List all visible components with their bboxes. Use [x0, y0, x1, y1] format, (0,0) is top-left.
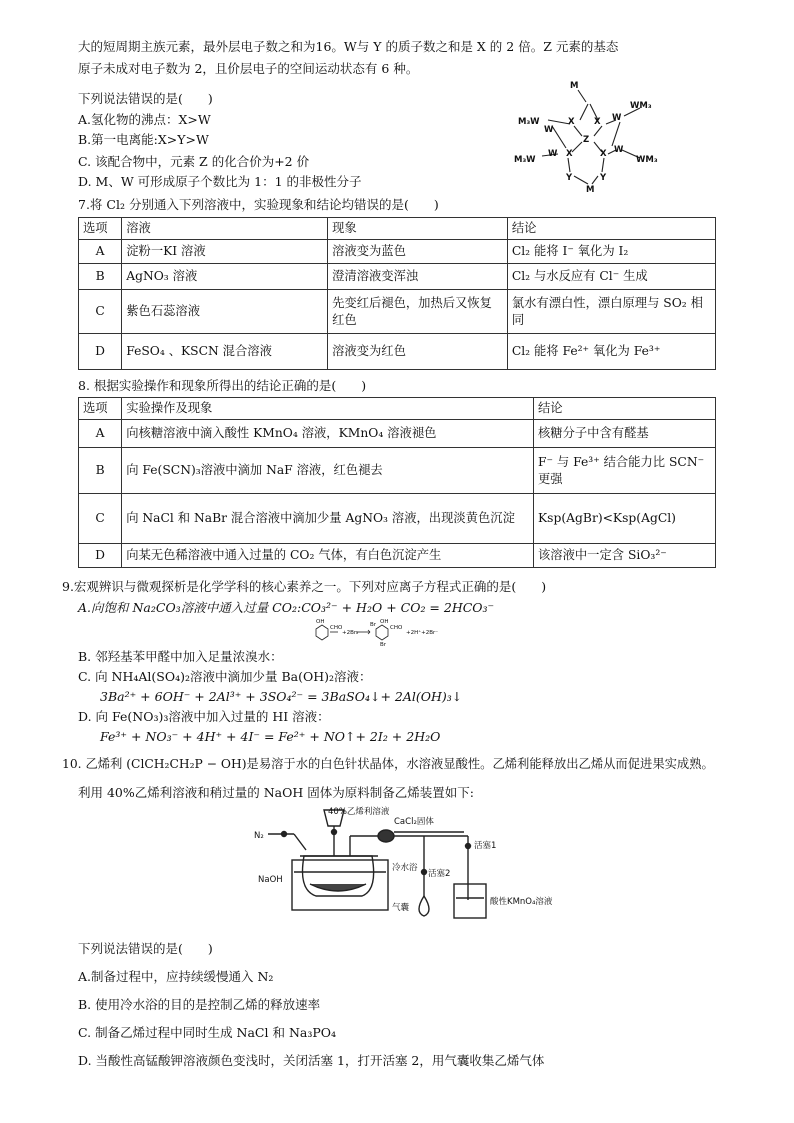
q8-row-d-option: D — [79, 544, 122, 568]
q9-option-d-equation: Fe³⁺ + NO₃⁻ + 4H⁺ + 4I⁻ = Fe²⁺ + NO↑+ 2I₂ + 2H₂O — [100, 729, 441, 744]
eq-label-products: +2H⁺+2Br⁻ — [406, 630, 439, 636]
q7-row-a-option: A — [79, 240, 122, 264]
table-row — [79, 494, 716, 544]
q7-row-b-conclusion: Cl₂ 与水反应有 Cl⁻ 生成 — [507, 264, 715, 290]
q10-option-a: A.制备过程中，应持续缓慢通入 N₂ — [78, 969, 274, 984]
q9-stem: 9.宏观辨识与微观探析是化学学科的核心素养之一。下列对应离子方程式正确的是( ) — [62, 579, 547, 594]
q10-question: 下列说法错误的是( ) — [78, 941, 213, 956]
q9-reaction-equation — [302, 617, 472, 647]
intro-line-1: 大的短周期主族元素，最外层电子数之和为16。W与 Y 的质子数之和是 X 的 2 倍。Z 元素的基态 — [78, 39, 619, 54]
apparatus-label-n2: N₂ — [254, 831, 264, 841]
struct-label-m-top: M — [570, 81, 579, 91]
q7-header-row — [79, 218, 716, 240]
struct-label-x-lower-left: X — [566, 149, 573, 159]
struct-label-y-left: Y — [566, 173, 573, 183]
eq-label-cho-1: CHO — [330, 625, 343, 631]
eq-label-oh-2: OH — [380, 619, 389, 625]
q6-option-c: C. 该配合物中，元素 Z 的化合价为+2 价 — [78, 154, 310, 169]
q8-row-b-option: B — [79, 448, 122, 494]
struct-label-z-center: Z — [583, 135, 590, 145]
struct-label-m-bottom: M — [586, 185, 595, 194]
struct-label-wm3-right: WM₃ — [630, 101, 652, 111]
table-row — [79, 544, 716, 568]
q9-option-c-equation: 3Ba²⁺ + 6OH⁻ + 2Al³⁺ + 3SO₄²⁻ = 3BaSO₄↓+ 2Al(OH)₃↓ — [100, 689, 463, 704]
q8-row-c-operation: 向 NaCl 和 NaBr 混合溶液中滴加少量 AgNO₃ 溶液，出现淡黄色沉淀 — [122, 494, 534, 544]
struct-label-x-upper-left: X — [568, 117, 575, 127]
q9-option-d-line1: D. 向 Fe(NO₃)₃溶液中加入过量的 HI 溶液： — [78, 709, 330, 724]
q7-row-c-conclusion: 氯水有漂白性，漂白原理与 SO₂ 相同 — [507, 290, 715, 334]
q7-row-b-option: B — [79, 264, 122, 290]
q9-option-c-line1: C. 向 NH₄Al(SO₄)₂溶液中滴加少量 Ba(OH)₂溶液： — [78, 669, 372, 684]
q10-option-c: C. 制备乙烯过程中同时生成 NaCl 和 Na₃PO₄ — [78, 1025, 337, 1040]
q10-option-d: D. 当酸性高锰酸钾溶液颜色变浅时，关闭活塞 1，打开活塞 2，用气囊收集乙烯气体 — [78, 1053, 545, 1068]
q7-row-b-phenomenon: 澄清溶液变浑浊 — [328, 264, 508, 290]
q8-row-d-conclusion: 该溶液中一定含 SiO₃²⁻ — [533, 544, 715, 568]
q7-row-c-phenomenon: 先变红后褪色，加热后又恢复红色 — [328, 290, 508, 334]
table-row — [79, 240, 716, 264]
apparatus-label-naoh: NaOH — [258, 875, 283, 885]
q8-header-row — [79, 398, 716, 420]
eq-label-br-1: Br — [370, 622, 377, 628]
q9-option-b: B. 邻羟基苯甲醛中加入足量浓溴水： — [78, 649, 283, 664]
q7-header-phenomenon: 现象 — [328, 218, 508, 240]
q7-header-option: 选项 — [79, 218, 122, 240]
table-row — [79, 448, 716, 494]
q10-stem-line2: 利用 40%乙烯利溶液和稍过量的 NaOH 固体为原料制备乙烯装置如下: — [78, 785, 474, 800]
q8-row-a-operation: 向核糖溶液中滴入酸性 KMnO₄ 溶液，KMnO₄ 溶液褪色 — [122, 420, 534, 448]
struct-label-x-lower-right: X — [600, 149, 607, 159]
struct-label-m3w-left: M₃W — [518, 117, 540, 127]
q7-row-c-solution: 紫色石蕊溶液 — [122, 290, 328, 334]
q7-header-solution: 溶液 — [122, 218, 328, 240]
eq-label-cho-2: CHO — [390, 625, 403, 631]
q10-option-b: B. 使用冷水浴的目的是控制乙烯的释放速率 — [78, 997, 321, 1012]
struct-label-w-lower-right: W — [614, 145, 624, 155]
q9-option-a: A.向饱和 Na₂CO₃溶液中通入过量 CO₂:CO₃²⁻ + H₂O + CO₂ = 2HCO₃⁻ — [78, 600, 495, 615]
ethylene-apparatus-diagram — [254, 800, 554, 928]
q7-row-d-option: D — [79, 334, 122, 370]
q7-row-a-phenomenon: 溶液变为蓝色 — [328, 240, 508, 264]
apparatus-label-cold-bath: 冷水浴 — [392, 863, 418, 873]
apparatus-label-valve2: 活塞2 — [428, 869, 451, 879]
q7-header-conclusion: 结论 — [507, 218, 715, 240]
struct-label-x-upper-right: X — [594, 117, 601, 127]
q8-row-b-conclusion: F⁻ 与 Fe³⁺ 结合能力比 SCN⁻ 更强 — [533, 448, 715, 494]
q8-row-c-conclusion: Ksp(AgBr)<Ksp(AgCl) — [533, 494, 715, 544]
q7-row-c-option: C — [79, 290, 122, 334]
struct-label-y-right: Y — [600, 173, 607, 183]
q8-row-c-option: C — [79, 494, 122, 544]
q6-option-a: A.氢化物的沸点：X>W — [78, 112, 211, 127]
q8-table — [78, 397, 716, 568]
apparatus-label-cacl2: CaCl₂固体 — [394, 817, 434, 827]
q6-option-b: B.第一电离能:X>Y>W — [78, 132, 209, 147]
q7-row-d-phenomenon: 溶液变为红色 — [328, 334, 508, 370]
struct-label-w-upper-left: W — [544, 125, 554, 135]
q7-stem: 7.将 Cl₂ 分别通入下列溶液中，实验现象和结论均错误的是( ) — [78, 197, 439, 212]
q8-row-a-option: A — [79, 420, 122, 448]
q8-stem: 8. 根据实验操作和现象所得出的结论正确的是( ) — [78, 378, 367, 393]
q8-header-operation: 实验操作及现象 — [122, 398, 534, 420]
q8-row-a-conclusion: 核糖分子中含有醛基 — [533, 420, 715, 448]
table-row — [79, 290, 716, 334]
apparatus-label-balloon: 气囊 — [392, 903, 410, 913]
q7-row-a-conclusion: Cl₂ 能将 I⁻ 氧化为 I₂ — [507, 240, 715, 264]
struct-label-wm3-lower-right: WM₃ — [636, 155, 658, 165]
struct-label-m3w-lower-left: M₃W — [514, 155, 536, 165]
apparatus-label-kmno4: 酸性KMnO₄溶液 — [490, 897, 553, 907]
q7-row-d-conclusion: Cl₂ 能将 Fe²⁺ 氧化为 Fe³⁺ — [507, 334, 715, 370]
eq-label-br-2: Br — [380, 642, 387, 647]
table-row — [79, 420, 716, 448]
table-row — [79, 264, 716, 290]
eq-label-oh-1: OH — [316, 619, 325, 625]
q8-row-d-operation: 向某无色稀溶液中通入过量的 CO₂ 气体，有白色沉淀产生 — [122, 544, 534, 568]
apparatus-label-valve1: 活塞1 — [474, 841, 497, 851]
q7-row-d-solution: FeSO₄ 、KSCN 混合溶液 — [122, 334, 328, 370]
q8-header-conclusion: 结论 — [533, 398, 715, 420]
q7-table — [78, 217, 716, 370]
table-row — [79, 334, 716, 370]
complex-structure-diagram — [508, 76, 668, 194]
q6-option-d: D. M、W 可形成原子个数比为 1：1 的非极性分子 — [78, 174, 362, 189]
q8-row-b-operation: 向 Fe(SCN)₃溶液中滴加 NaF 溶液，红色褪去 — [122, 448, 534, 494]
q7-row-a-solution: 淀粉一KI 溶液 — [122, 240, 328, 264]
q7-row-b-solution: AgNO₃ 溶液 — [122, 264, 328, 290]
struct-label-w-upper-right: W — [612, 113, 622, 123]
struct-label-w-lower-left: W — [548, 149, 558, 159]
eq-label-plus-br2: +2Br₂ — [342, 630, 359, 636]
intro-line-2: 原子未成对电子数为 2，且价层电子的空间运动状态有 6 种。 — [78, 61, 419, 76]
q6-stem: 下列说法错误的是( ) — [78, 91, 213, 106]
apparatus-label-ethephon: 40%乙烯利溶液 — [328, 807, 390, 817]
q10-stem-line1: 10. 乙烯利 (ClCH₂CH₂P − OH)是易溶于水的白色针状晶体，水溶液显酸性。乙烯利能释放出乙烯从而促进果实成熟。 — [62, 757, 714, 771]
q8-header-option: 选项 — [79, 398, 122, 420]
